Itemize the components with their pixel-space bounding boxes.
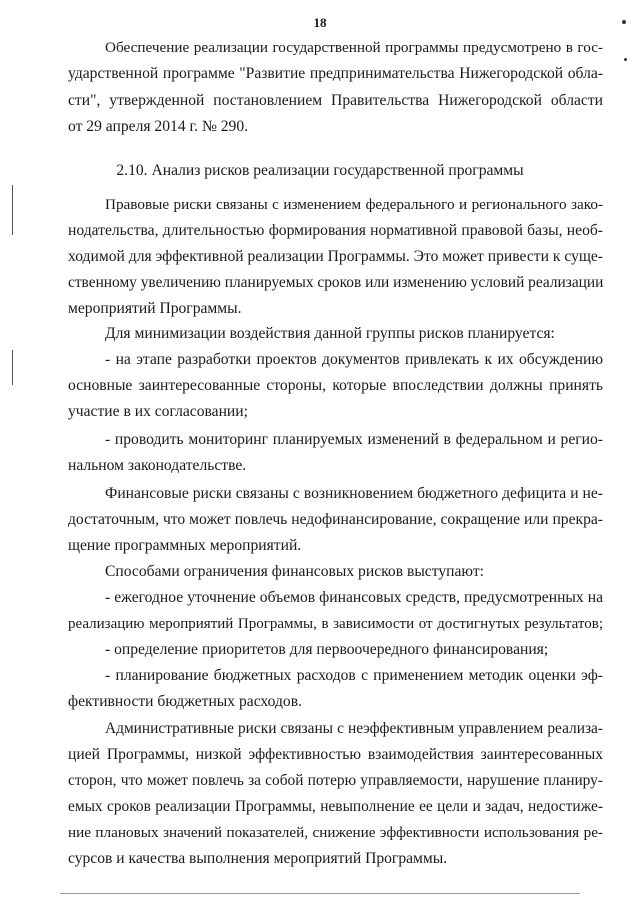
scan-speck — [624, 58, 627, 61]
text-line: нальном законодательстве. — [68, 457, 247, 474]
text-line: щение программных мероприятий. — [68, 537, 302, 554]
text-line: ходимой для эффективной реализации Программы. Это может привести к суще- — [68, 248, 603, 265]
text-line: реализацию мероприятий Программы, в зависимости от достигнутых результатов; — [68, 616, 603, 632]
text-line: ние плановых значений показателей, снижение эффективности использования ре- — [68, 824, 603, 841]
margin-mark — [12, 185, 13, 235]
text-line: ударственной программе "Развитие предпринимательства Нижегородской обла- — [68, 65, 603, 82]
page-number: 18 — [313, 15, 327, 30]
text-line: сурсов и качества выполнения мероприятий Программы. — [68, 850, 448, 867]
text-line: Обеспечение реализации государственной программы предусмотрено в гос- — [105, 39, 603, 56]
text-line: емых сроков реализации Программы, невыполнение ее цели и задач, недостиже- — [68, 798, 603, 815]
text-line: - проводить мониторинг планируемых изменений в федеральном и регио- — [105, 431, 603, 448]
text-line: ственному увеличению планируемых сроков или изменению условий реализации — [68, 274, 604, 291]
text-line: сторон, что может повлечь за собой потерю управляемости, нарушение планиру- — [68, 772, 603, 789]
text-line: Правовые риски связаны с изменением федерального и регионального зако- — [105, 196, 603, 213]
text-line: нодательства, длительностью формирования нормативной правовой базы, необ- — [68, 222, 603, 239]
text-line: Для минимизации воздействия данной группы рисков планируется: — [105, 325, 555, 342]
text-line: сти", утвержденной постановлением Правительства Нижегородской области — [68, 92, 603, 109]
scan-edge-line — [60, 893, 580, 894]
text-line: достаточным, что может повлечь недофинансирование, сокращение или прекра- — [68, 511, 603, 528]
text-line: - планирование бюджетных расходов с применением методик оценки эф- — [105, 667, 603, 684]
text-line: от 29 апреля 2014 г. № 290. — [68, 118, 249, 135]
text-line: цией Программы, низкой эффективностью взаимодействия заинтересованных — [68, 746, 603, 763]
text-line: - ежегодное уточнение объемов финансовых средств, предусмотренных на — [105, 589, 603, 606]
scan-speck — [622, 20, 626, 24]
text-line: мероприятий Программы. — [68, 300, 242, 317]
text-line: - определение приоритетов для первоочередного финансирования; — [105, 641, 549, 658]
section-heading: 2.10. Анализ рисков реализации государственной программы — [116, 162, 524, 179]
text-line: Административные риски связаны с неэффективным управлением реализа- — [105, 720, 603, 737]
text-line: основные заинтересованные стороны, которые впоследствии должны принять — [68, 377, 603, 394]
text-line: участие в их согласовании; — [68, 403, 248, 420]
text-line: - на этапе разработки проектов документов привлекать к их обсуждению — [105, 351, 603, 368]
margin-mark — [12, 350, 13, 385]
text-line: Финансовые риски связаны с возникновением бюджетного дефицита и не- — [105, 485, 603, 502]
text-line: фективности бюджетных расходов. — [68, 693, 302, 710]
text-line: Способами ограничения финансовых рисков выступают: — [105, 563, 484, 580]
